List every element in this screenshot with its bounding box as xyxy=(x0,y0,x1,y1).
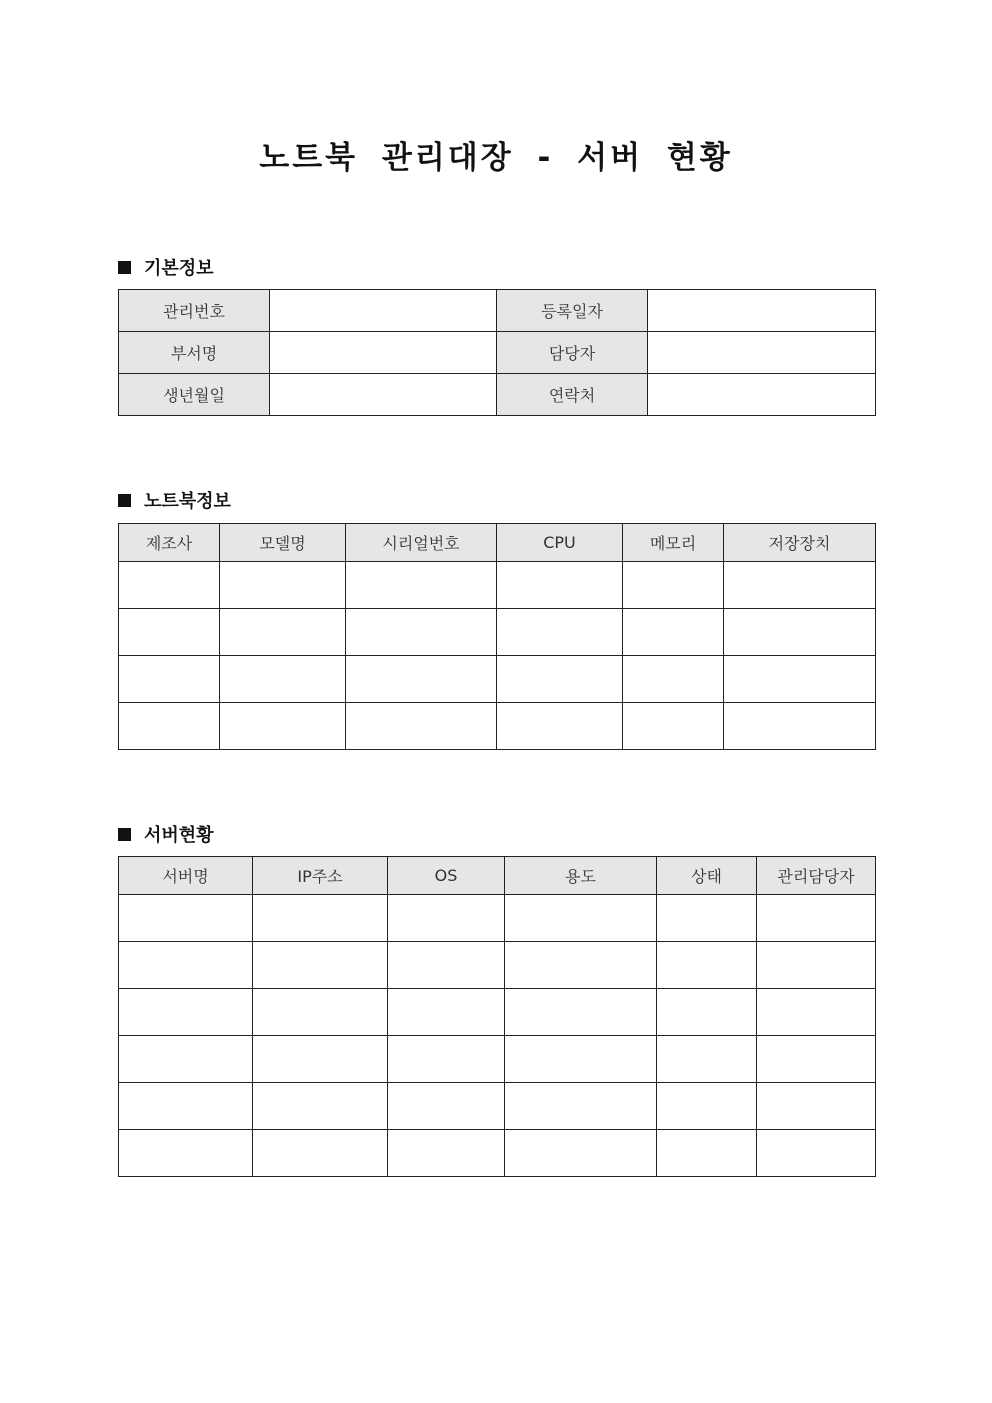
table-cell[interactable] xyxy=(346,703,497,750)
table-cell[interactable] xyxy=(119,942,253,989)
table-row xyxy=(119,374,876,416)
value-cell[interactable] xyxy=(270,374,497,416)
table-cell[interactable] xyxy=(253,1083,388,1130)
value-cell[interactable] xyxy=(648,374,876,416)
table-row xyxy=(119,290,876,332)
label-cell: 생년월일 xyxy=(119,374,270,416)
table-cell[interactable] xyxy=(505,1036,657,1083)
table-cell[interactable] xyxy=(119,895,253,942)
table-cell[interactable] xyxy=(757,942,876,989)
table-cell[interactable] xyxy=(253,989,388,1036)
table-cell[interactable] xyxy=(388,895,505,942)
table-cell[interactable] xyxy=(388,989,505,1036)
table-header-row xyxy=(119,857,876,895)
table-cell[interactable] xyxy=(253,1130,388,1177)
table-cell[interactable] xyxy=(497,703,623,750)
basic-info-table xyxy=(118,289,876,416)
table-cell[interactable] xyxy=(220,703,346,750)
table-cell[interactable] xyxy=(119,609,220,656)
table-row xyxy=(119,703,876,750)
table-row xyxy=(119,1036,876,1083)
table-header-row xyxy=(119,524,876,562)
table-cell[interactable] xyxy=(253,942,388,989)
table-cell[interactable] xyxy=(724,703,876,750)
table-cell[interactable] xyxy=(220,656,346,703)
table-row xyxy=(119,1083,876,1130)
value-cell[interactable] xyxy=(270,290,497,332)
table-cell[interactable] xyxy=(119,1083,253,1130)
table-row xyxy=(119,942,876,989)
table-cell[interactable] xyxy=(757,989,876,1036)
table-cell[interactable] xyxy=(220,609,346,656)
table-cell[interactable] xyxy=(757,1083,876,1130)
column-header: 서버명 xyxy=(119,857,253,895)
table-cell[interactable] xyxy=(505,1130,657,1177)
table-cell[interactable] xyxy=(346,609,497,656)
column-header: 시리얼번호 xyxy=(346,524,497,562)
table-cell[interactable] xyxy=(119,562,220,609)
section-heading-label: 기본정보 xyxy=(144,258,214,279)
value-cell[interactable] xyxy=(648,332,876,374)
table-cell[interactable] xyxy=(657,895,757,942)
table-cell[interactable] xyxy=(497,562,623,609)
table-cell[interactable] xyxy=(388,942,505,989)
table-cell[interactable] xyxy=(220,562,346,609)
table-row xyxy=(119,895,876,942)
value-cell[interactable] xyxy=(648,290,876,332)
table-cell[interactable] xyxy=(657,1130,757,1177)
document-title: 노트북 관리대장 - 서버 현황 xyxy=(259,140,733,176)
table-cell[interactable] xyxy=(119,1036,253,1083)
table-cell[interactable] xyxy=(623,609,724,656)
value-cell[interactable] xyxy=(270,332,497,374)
table-cell[interactable] xyxy=(119,1130,253,1177)
server-status-table xyxy=(118,856,876,1177)
column-header: 관리담당자 xyxy=(757,857,876,895)
section-heading-label: 노트북정보 xyxy=(144,491,231,512)
laptop-info-table xyxy=(118,523,876,750)
square-bullet-icon xyxy=(118,261,131,274)
column-header: OS xyxy=(388,857,505,895)
table-row xyxy=(119,989,876,1036)
table-cell[interactable] xyxy=(388,1130,505,1177)
section-heading-server-status xyxy=(118,821,214,847)
table-cell[interactable] xyxy=(505,989,657,1036)
table-cell[interactable] xyxy=(724,609,876,656)
label-cell: 관리번호 xyxy=(119,290,270,332)
table-cell[interactable] xyxy=(505,1083,657,1130)
section-heading-basic-info xyxy=(118,254,214,280)
table-cell[interactable] xyxy=(388,1036,505,1083)
section-heading-laptop-info xyxy=(118,487,231,513)
square-bullet-icon xyxy=(118,828,131,841)
column-header: 모델명 xyxy=(220,524,346,562)
table-cell[interactable] xyxy=(253,895,388,942)
column-header: CPU xyxy=(497,524,623,562)
table-cell[interactable] xyxy=(623,562,724,609)
table-cell[interactable] xyxy=(505,895,657,942)
column-header: 용도 xyxy=(505,857,657,895)
label-cell: 연락처 xyxy=(497,374,648,416)
table-cell[interactable] xyxy=(119,989,253,1036)
column-header: 메모리 xyxy=(623,524,724,562)
table-cell[interactable] xyxy=(119,656,220,703)
table-cell[interactable] xyxy=(505,942,657,989)
table-cell[interactable] xyxy=(724,656,876,703)
table-cell[interactable] xyxy=(657,1036,757,1083)
column-header: 제조사 xyxy=(119,524,220,562)
section-heading-label: 서버현황 xyxy=(144,825,214,846)
table-cell[interactable] xyxy=(388,1083,505,1130)
table-cell[interactable] xyxy=(623,703,724,750)
label-cell: 부서명 xyxy=(119,332,270,374)
table-cell[interactable] xyxy=(657,1083,757,1130)
column-header: 상태 xyxy=(657,857,757,895)
label-cell: 등록일자 xyxy=(497,290,648,332)
table-row xyxy=(119,1130,876,1177)
table-cell[interactable] xyxy=(346,656,497,703)
table-row xyxy=(119,609,876,656)
table-cell[interactable] xyxy=(724,562,876,609)
table-cell[interactable] xyxy=(757,1130,876,1177)
table-cell[interactable] xyxy=(757,895,876,942)
table-cell[interactable] xyxy=(757,1036,876,1083)
table-cell[interactable] xyxy=(253,1036,388,1083)
table-cell[interactable] xyxy=(623,656,724,703)
table-cell[interactable] xyxy=(497,656,623,703)
table-row xyxy=(119,656,876,703)
table-cell[interactable] xyxy=(346,562,497,609)
table-row xyxy=(119,562,876,609)
column-header: IP주소 xyxy=(253,857,388,895)
square-bullet-icon xyxy=(118,494,131,507)
table-cell[interactable] xyxy=(119,703,220,750)
table-cell[interactable] xyxy=(657,989,757,1036)
table-cell[interactable] xyxy=(497,609,623,656)
table-cell[interactable] xyxy=(657,942,757,989)
column-header: 저장장치 xyxy=(724,524,876,562)
table-row xyxy=(119,332,876,374)
label-cell: 담당자 xyxy=(497,332,648,374)
